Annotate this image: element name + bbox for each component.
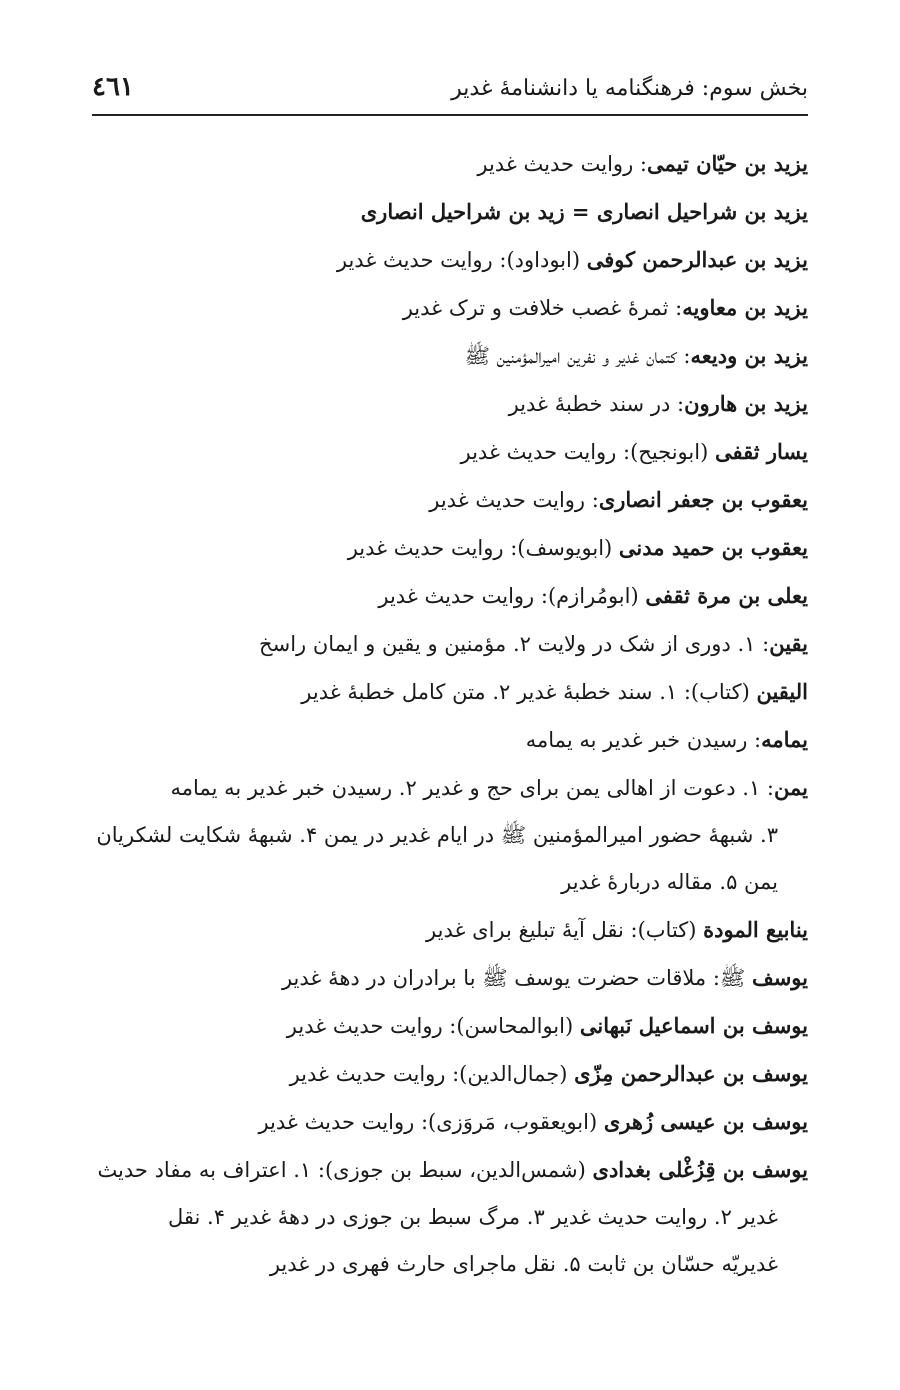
entry [92, 1146, 808, 1288]
entry-headword: یزید بن معاویه [682, 295, 808, 320]
page-header [92, 70, 808, 116]
entry [92, 572, 808, 620]
entry [92, 906, 808, 954]
entry [92, 428, 808, 476]
entry-headword: یزید بن هارون [684, 391, 808, 416]
entry-text: (جمال‌الدین): روایت حدیث غدیر [289, 1062, 575, 1086]
entry-headword: یعقوب بن حمید مدنی [618, 535, 808, 560]
entry [92, 1098, 808, 1146]
entry-headword: یسار ثقفی [714, 439, 808, 464]
entry-continuation: یمن ۵. مقاله دربارهٔ غدیر [561, 870, 778, 894]
entry-continuation: ۳. شبههٔ حضور امیرالمؤمنین ﷺ در ایام غدیر در یمن ۴. شبههٔ شکایت لشکریان [96, 823, 778, 847]
entry [92, 476, 808, 524]
entry-text: : روایت حدیث غدیر [429, 488, 599, 512]
entry-text: (ابویوسف): روایت حدیث غدیر [347, 536, 619, 560]
entry-headword: یمن [774, 775, 808, 800]
entry-headword: یمامه [761, 727, 808, 752]
entry-continuation: غدیر ۲. روایت حدیث غدیر ۳. مرگ سبط بن جوزی در دههٔ غدیر ۴. نقل [167, 1205, 778, 1229]
entry-text: (کتاب): ۱. سند خطبهٔ غدیر ۲. متن کامل خطبهٔ غدیر [301, 680, 757, 704]
entry [92, 140, 808, 188]
entry [92, 668, 808, 716]
entry [92, 1050, 808, 1098]
entry [92, 716, 808, 764]
entry-headword: یوسف بن عیسی زُهری [603, 1109, 808, 1134]
entry-headword: یعلی بن مرة ثقفی [645, 583, 808, 608]
entry [92, 332, 808, 380]
entry-text: (ابوالمحاسن): روایت حدیث غدیر [286, 1014, 580, 1038]
entry-text: (شمس‌الدین، سبط بن جوزی): ۱. اعتراف به مفاد حدیث [97, 1158, 593, 1182]
entry-text: ﷺ: ملاقات حضرت یوسف ﷺ با برادران در دههٔ غدیر [281, 966, 752, 990]
entry-text: (ابویعقوب، مَروَزی): روایت حدیث غدیر [258, 1110, 604, 1134]
entry-text: : روایت حدیث غدیر [477, 152, 647, 176]
entry-text: : رسیدن خبر غدیر به یمامه [525, 728, 762, 752]
entry [92, 954, 808, 1002]
entry-headword: یوسف بن عبدالرحمن مِزّی [574, 1061, 808, 1086]
entry [92, 380, 808, 428]
entry-text: (ابومُرازم): روایت حدیث غدیر [378, 584, 646, 608]
entry-headword: یوسف بن اسماعیل نَبهانی [579, 1013, 808, 1038]
entry-text: : ۱. دوری از شک در ولایت ۲. مؤمنین و یقین و ایمان راسخ [259, 632, 770, 656]
entry [92, 236, 808, 284]
entry [92, 764, 808, 906]
entry [92, 1002, 808, 1050]
entry-text: : ۱. دعوت از اهالی یمن برای حج و غدیر ۲. رسیدن خبر غدیر به یمامه [170, 776, 775, 800]
running-title: بخش سوم: فرهنگنامه یا دانشنامهٔ غدیر [451, 76, 808, 101]
entry-headword: یوسف [751, 965, 808, 990]
entry-continuation: غدیریّه حسّان بن ثابت ۵. نقل ماجرای حارث فهری در غدیر [269, 1252, 778, 1276]
entry-headword: الیقین [756, 679, 808, 704]
entry-headword: یعقوب بن جعفر انصاری [598, 487, 808, 512]
entry-headword: یزید بن عبدالرحمن کوفی [586, 247, 808, 272]
entry-headword: یزید بن شراحیل انصاری = زید بن شراحیل انصاری [360, 199, 808, 224]
entry [92, 524, 808, 572]
entry-list [92, 140, 808, 1288]
entry-text: (ابونجیح): روایت حدیث غدیر [460, 440, 715, 464]
entry-text: (کتاب): نقل آیهٔ تبلیغ برای غدیر [426, 918, 704, 942]
entry-headword: یزید بن ودیعه [690, 343, 808, 368]
page-number: ٤٦١ [92, 72, 134, 102]
entry-headword: یزید بن حیّان تیمی [646, 151, 808, 176]
entry-text: : کتمان غدیر و نفرین امیرالمؤمنین ﷺ [464, 344, 691, 368]
entry [92, 188, 808, 236]
entry [92, 284, 808, 332]
entry-text: : در سند خطبهٔ غدیر [508, 392, 685, 416]
entry-headword: ینابیع المودة [703, 917, 808, 942]
entry-headword: یوسف بن قِزُغْلی بغدادی [592, 1157, 808, 1182]
entry-text: (ابوداود): روایت حدیث غدیر [336, 248, 587, 272]
entry-headword: یقین [769, 631, 808, 656]
entry [92, 620, 808, 668]
entry-text: : ثمرهٔ غصب خلافت و ترک غدیر [402, 296, 683, 320]
